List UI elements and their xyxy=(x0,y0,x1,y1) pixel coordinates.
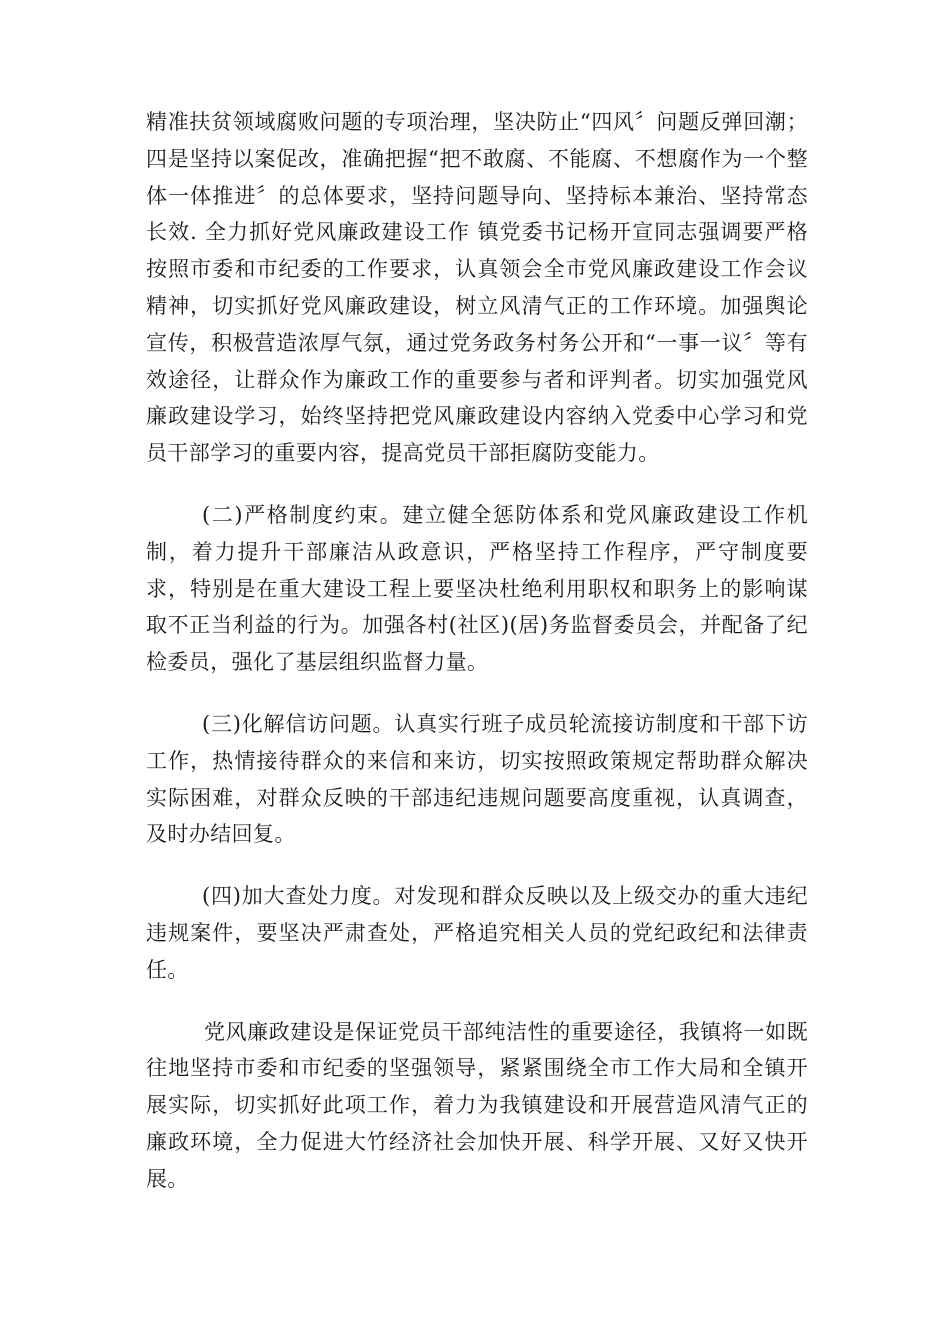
document-body xyxy=(146,104,808,1198)
paragraph-investigation: (四)加大查处力度。对发现和群众反映以及上级交办的重大违纪违规案件，要坚决严肃查处，严格追究相关人员的党纪政纪和法律责任。 xyxy=(146,884,808,982)
paragraph-petition-issues: (三)化解信访问题。认真实行班子成员轮流接访制度和干部下访工作，热情接待群众的来信和来访，切实按照政策规定帮助群众解决实际困难，对群众反映的干部违纪违规问题要高度重视，认真调查，及时办结回复。 xyxy=(146,711,808,847)
paragraph-system-constraints: (二)严格制度约束。建立健全惩防体系和党风廉政建设工作机制，着力提升干部廉洁从政意识，严格坚持工作程序，严守制度要求，特别是在重大建设工程上要坚决杜绝利用职权和职务上的影响谋取不正当利益的行为。加强各村(社区)(居)务监督委员会，并配备了纪检委员，强化了基层组织监督力量。 xyxy=(146,502,808,675)
paragraph-conclusion: 党风廉政建设是保证党员干部纯洁性的重要途径，我镇将一如既往地坚持市委和市纪委的坚强领导，紧紧围绕全市工作大局和全镇开展实际，切实抓好此项工作，着力为我镇建设和开展营造风清气正的廉政环境，全力促进大竹经济社会加快开展、科学开展、又好又快开展。 xyxy=(146,1019,808,1191)
paragraph-discipline-work: 精准扶贫领域腐败问题的专项治理，坚决防止“四风〞问题反弹回潮；四是坚持以案促改，准确把握“把不敢腐、不能腐、不想腐作为一个整体一体推进〞的总体要求，坚持问题导向、坚持标本兼治、坚持常态长效. 全力抓好党风廉政建设工作 镇党委书记杨开宣同志强调要严格按照市委和市纪委的工作要求，认真领会全市党风廉政建设工作会议精神，切实抓好党风廉政建设，树立风清气正的工作环境。加强舆论宣传，积极营造浓厚气氛，通过党务政务村务公开和“一事一议〞等有效途径，让群众作为廉政工作的重要参与者和评判者。切实加强党风廉政建设学习，始终坚持把党风廉政建设内容纳入党委中心学习和党员干部学习的重要内容，提高党员干部拒腐防变能力。 xyxy=(146,110,808,466)
